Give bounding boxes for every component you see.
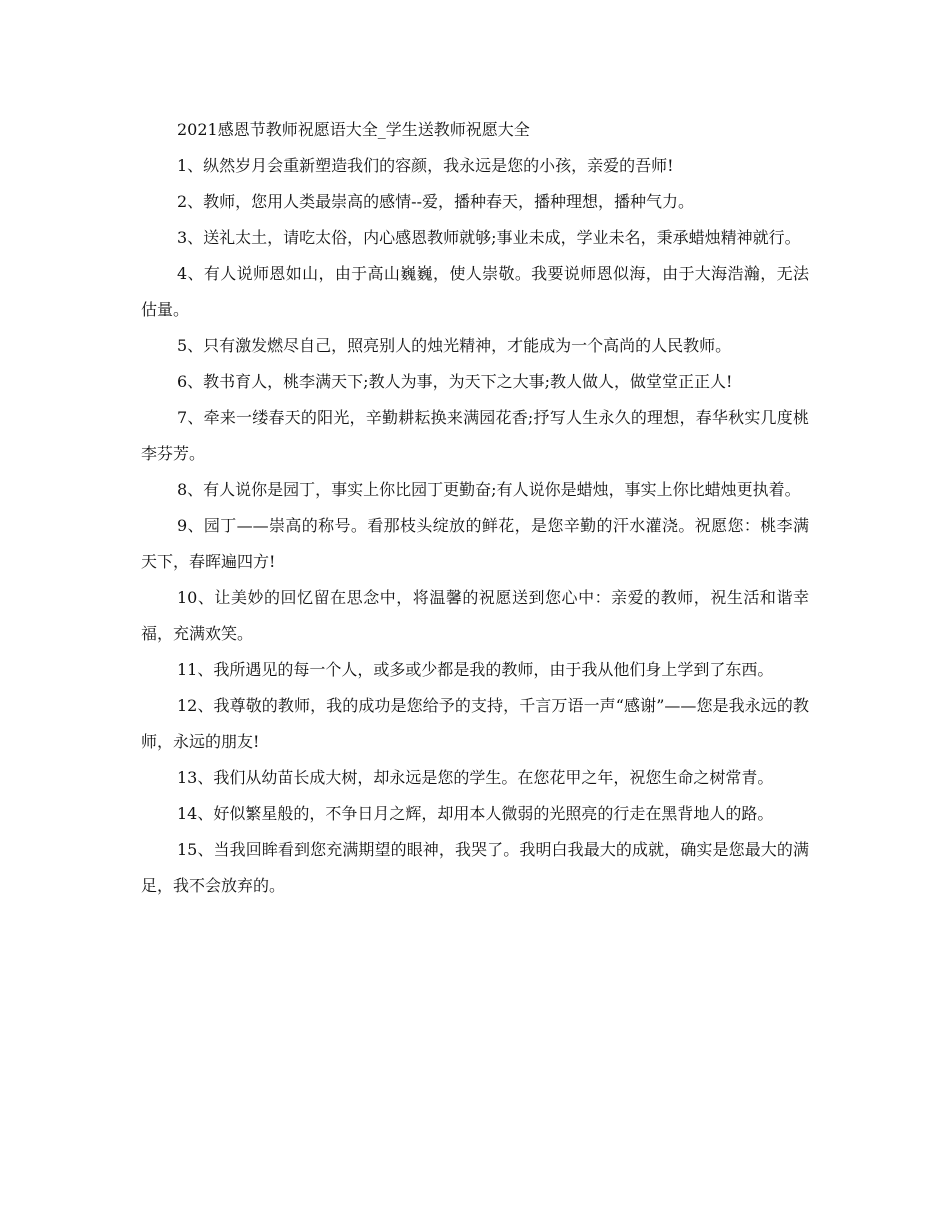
paragraph-5: 5、只有激发燃尽自己，照亮别人的烛光精神，才能成为一个高尚的人民教师。 bbox=[177, 336, 732, 355]
paragraph-4: 4、有人说师恩如山，由于高山巍巍，使人崇敬。我要说师恩似海，由于大海浩瀚，无法估量。 bbox=[141, 264, 809, 319]
paragraph-15: 15、当我回眸看到您充满期望的眼神，我哭了。我明白我最大的成就，确实是您最大的满足，我不会放弃的。 bbox=[141, 840, 809, 895]
paragraph-2: 2、教师，您用人类最崇高的感情--爱，播种春天，播种理想，播种气力。 bbox=[177, 192, 694, 211]
paragraph-3: 3、送礼太土，请吃太俗，内心感恩教师就够;事业未成，学业未名，秉承蜡烛精神就行。 bbox=[177, 228, 801, 247]
paragraph-12: 12、我尊敬的教师，我的成功是您给予的支持，千言万语一声“感谢”——您是我永远的教师，永远的朋友! bbox=[141, 696, 809, 751]
paragraph-14: 14、好似繁星般的，不争日月之辉，却用本人微弱的光照亮的行走在黑背地人的路。 bbox=[177, 804, 774, 823]
document-page bbox=[141, 112, 809, 904]
paragraph-1: 1、纵然岁月会重新塑造我们的容颜，我永远是您的小孩，亲爱的吾师! bbox=[177, 156, 674, 175]
paragraph-6: 6、教书育人，桃李满天下;教人为事，为天下之大事;教人做人，做堂堂正正人! bbox=[177, 372, 733, 391]
paragraph-10: 10、让美妙的回忆留在思念中，将温馨的祝愿送到您心中：亲爱的教师，祝生活和谐幸福，充满欢笑。 bbox=[141, 588, 809, 643]
paragraph-7: 7、牵来一缕春天的阳光，辛勤耕耘换来满园花香;抒写人生永久的理想，春华秋实几度桃李芬芳。 bbox=[141, 408, 809, 463]
paragraph-13: 13、我们从幼苗长成大树，却永远是您的学生。在您花甲之年，祝您生命之树常青。 bbox=[177, 768, 774, 787]
paragraph-11: 11、我所遇见的每一个人，或多或少都是我的教师，由于我从他们身上学到了东西。 bbox=[177, 660, 774, 679]
document-title: 2021感恩节教师祝愿语大全_学生送教师祝愿大全 bbox=[177, 120, 530, 139]
paragraph-9: 9、园丁——崇高的称号。看那枝头绽放的鲜花，是您辛勤的汗水灌浇。祝愿您：桃李满天下，春晖遍四方! bbox=[141, 516, 809, 571]
paragraph-8: 8、有人说你是园丁，事实上你比园丁更勤奋;有人说你是蜡烛，事实上你比蜡烛更执着。 bbox=[177, 480, 801, 499]
